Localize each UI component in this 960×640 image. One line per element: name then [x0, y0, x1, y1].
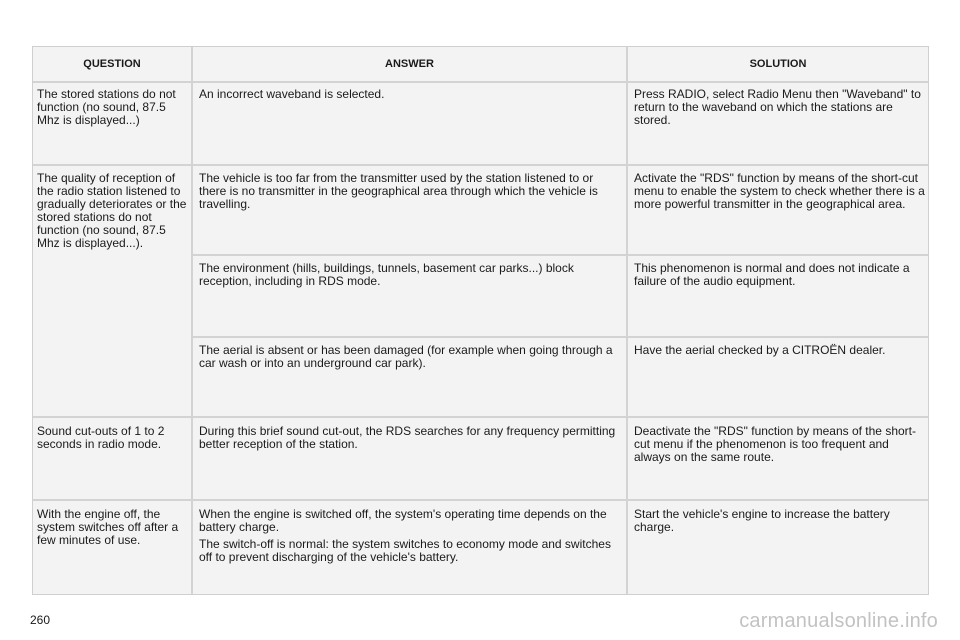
row3-answer: During this brief sound cut-out, the RDS searches for any frequency permitting better reception of the station.	[199, 424, 616, 451]
row1-solution: Press RADIO, select Radio Menu then "Waveband" to return to the waveband on which the stations are stored.	[634, 87, 921, 127]
row2-answer-1: The vehicle is too far from the transmitter used by the station listened to or there is no transmitter in the geographical area through which the vehicle is travelling.	[199, 171, 598, 211]
troubleshooting-table	[32, 46, 929, 595]
row2-answer-3: The aerial is absent or has been damaged (for example when going through a car wash or into an underground car park).	[199, 343, 613, 370]
row-divider-1	[33, 164, 928, 166]
row2-solution-3: Have the aerial checked by a CITROËN dealer.	[634, 343, 886, 357]
row-divider-2	[33, 416, 928, 418]
row4-answer	[199, 508, 621, 564]
row4-question: With the engine off, the system switches off after a few minutes of use.	[37, 507, 179, 547]
header-divider	[33, 81, 928, 83]
row2-solution-2: This phenomenon is normal and does not indicate a failure of the audio equipment.	[634, 261, 910, 288]
column-divider-1	[191, 47, 193, 594]
row1-question: The stored stations do not function (no sound, 87.5 Mhz is displayed...)	[37, 87, 176, 127]
page-number: 260	[30, 613, 51, 627]
row-divider-2a	[193, 254, 928, 256]
header-solution: SOLUTION	[749, 58, 807, 70]
row1-answer: An incorrect waveband is selected.	[199, 87, 385, 101]
header-question: QUESTION	[83, 58, 141, 70]
column-divider-2	[626, 47, 628, 594]
row3-question: Sound cut-outs of 1 to 2 seconds in radio mode.	[37, 424, 165, 451]
row4-answer-paragraph-2: The switch-off is normal: the system switches to economy mode and switches off to prevent discharging of the vehicle's battery.	[199, 537, 611, 564]
row2-question: The quality of reception of the radio station listened to gradually deteriorates or the stored stations do not function (no sound, 87.5 Mhz is displayed...).	[37, 171, 187, 250]
row2-answer-2: The environment (hills, buildings, tunnels, basement car parks...) block reception, including in RDS mode.	[199, 261, 574, 288]
row-divider-2b	[193, 336, 928, 338]
row4-solution: Start the vehicle's engine to increase the battery charge.	[634, 507, 890, 534]
header-answer: ANSWER	[385, 58, 434, 70]
row2-solution-1: Activate the "RDS" function by means of the short-cut menu to enable the system to check whether there is a more powerful transmitter in the geographical area.	[634, 171, 925, 211]
row4-answer-paragraph-1: When the engine is switched off, the system's operating time depends on the battery charge.	[199, 507, 607, 534]
row-divider-3	[33, 499, 928, 501]
watermark: carmanualsonline.info	[739, 610, 938, 632]
row3-solution: Deactivate the "RDS" function by means of the short-cut menu if the phenomenon is too frequent and always on the same route.	[634, 424, 916, 464]
